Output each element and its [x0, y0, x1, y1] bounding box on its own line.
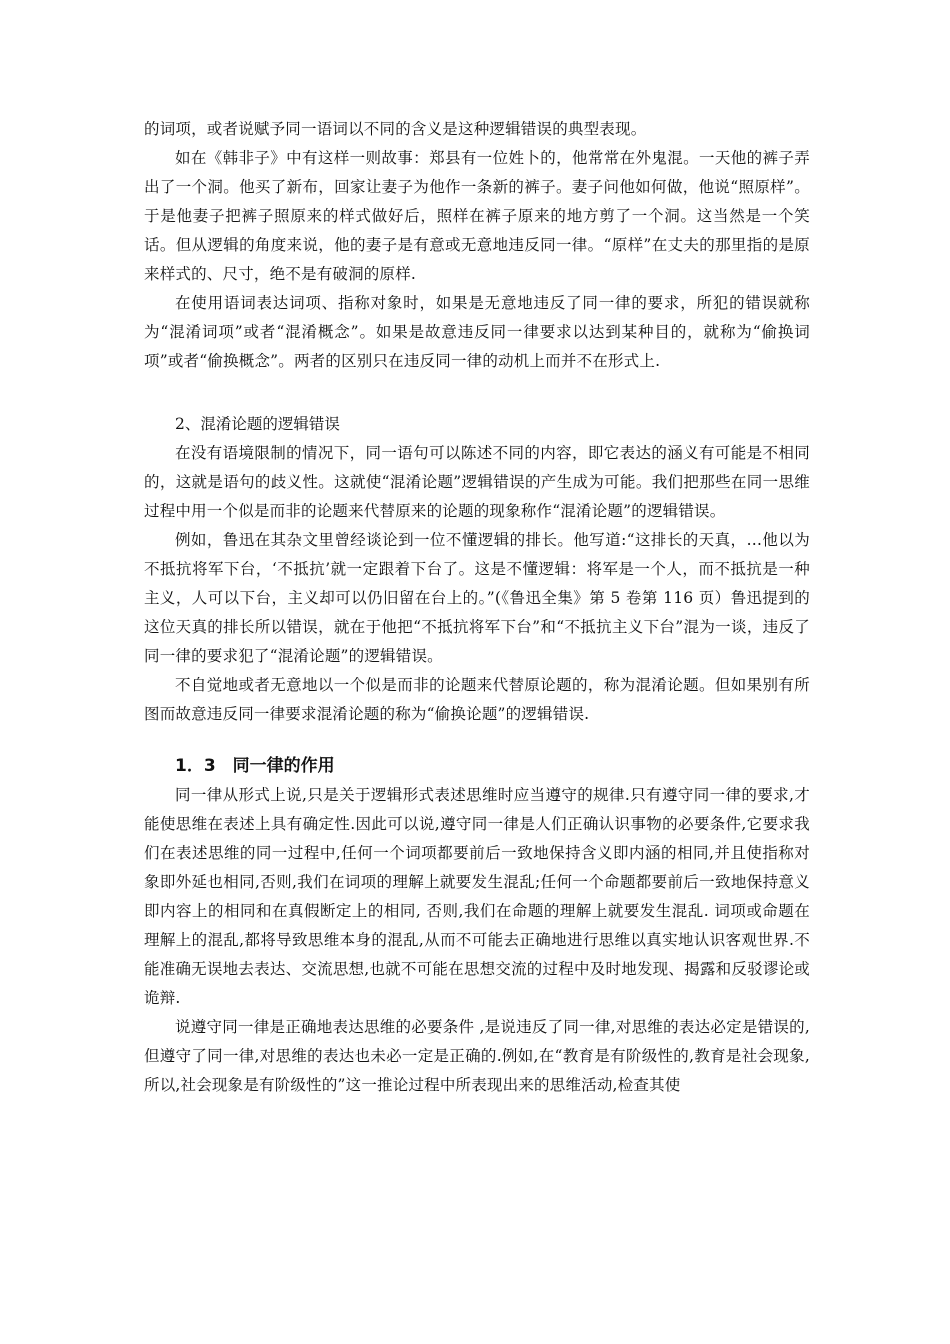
paragraph-ambiguity: 在没有语境限制的情况下，同一语句可以陈述不同的内容，即它表达的涵义有可能是不相同的，这就是语句的歧义性。这就使“混淆论题”逻辑错误的产生成为可能。我们把那些在同一思维过程中用一个似是而非的论题来代替原来的论题的现象称作“混淆论题”的逻辑错误。 — [144, 444, 810, 520]
spacer — [144, 729, 810, 751]
paragraph-confusing-terms: 在使用语词表达词项、指称对象时，如果是无意地违反了同一律的要求，所犯的错误就称为“混淆词项”或者“混淆概念”。如果是故意违反同一律要求以达到某种目的，就称为“偷换词项”或者“偷换概念”。两者的区别只在违反同一律的动机上而并不在形式上. — [144, 294, 810, 370]
subheading-confusing-theses: 2、混淆论题的逻辑错误 — [175, 415, 340, 433]
paragraph-necessary-condition: 说遵守同一律是正确地表达思维的必要条件 ,是说违反了同一律,对思维的表达必定是错误的,但遵守了同一律,对思维的表达也未必一定是正确的.例如,在“教育是有阶级性的,教育是社会现象,所以,社会现象是有阶级性的”这一推论过程中所表现出来的思维活动,检查其使 — [144, 1018, 810, 1094]
paragraph-thesis-substitution: 不自觉地或者无意地以一个似是而非的论题来代替原论题的，称为混淆论题。但如果别有所图而故意违反同一律要求混淆论题的称为“偷换论题”的逻辑错误. — [144, 676, 810, 723]
spacer — [144, 376, 810, 410]
paragraph-law-of-identity-role: 同一律从形式上说,只是关于逻辑形式表述思维时应当遵守的规律.只有遵守同一律的要求,才能使思维在表述上具有确定性.因此可以说,遵守同一律是人们正确认识事物的必要条件,它要求我们在表述思维的同一过程中,任何一个词项都要前后一致地保持含义即内涵的相同,并且使指称对象即外延也相同,否则,我们在词项的理解上就要发生混乱;任何一个命题都要前后一致地保持意义即内容上的相同和在真假断定上的相同, 否则,我们在命题的理解上就要发生混乱. 词项或命题在理解上的混乱,都将导致思维本身的混乱,从而不可能去正确地进行思维以真实地认识客观世界.不能准确无误地去表达、交流思想,也就不可能在思想交流的过程中及时地发现、揭露和反驳谬论或诡辩. — [144, 786, 810, 1007]
paragraph-continuation: 的词项，或者说赋予同一语词以不同的含义是这种逻辑错误的典型表现。 — [144, 120, 647, 138]
paragraph-luxun-example: 例如，鲁迅在其杂文里曾经谈论到一位不懂逻辑的排长。他写道:“这排长的天真，…他以为不抵抗将军下台，‘不抵抗’就一定跟着下台了。这是不懂逻辑：将军是一个人，而不抵抗是一种主义，人可以下台，主义却可以仍旧留在台上的。”(《鲁迅全集》第 5 卷第 116 页）鲁迅提到的这位天真的排长所以错误，就在于他把“不抵抗将军下台”和“不抵抗主义下台”混为一谈，违反了同一律的要求犯了“混淆论题”的逻辑错误。 — [144, 531, 810, 665]
page-body — [144, 115, 810, 1100]
section-heading: 1．3 同一律的作用 — [175, 756, 335, 776]
paragraph-hanfeizi-story: 如在《韩非子》中有这样一则故事：郑县有一位姓卜的，他常常在外鬼混。一天他的裤子弄出了一个洞。他买了新布，回家让妻子为他作一条新的裤子。妻子问他如何做，他说“照原样”。于是他妻子把裤子照原来的样式做好后，照样在裤子原来的地方剪了一个洞。这当然是一个笑话。但从逻辑的角度来说，他的妻子是有意或无意地违反同一律。“原样”在丈夫的那里指的是原来样式的、尺寸，绝不是有破洞的原样. — [144, 149, 810, 283]
